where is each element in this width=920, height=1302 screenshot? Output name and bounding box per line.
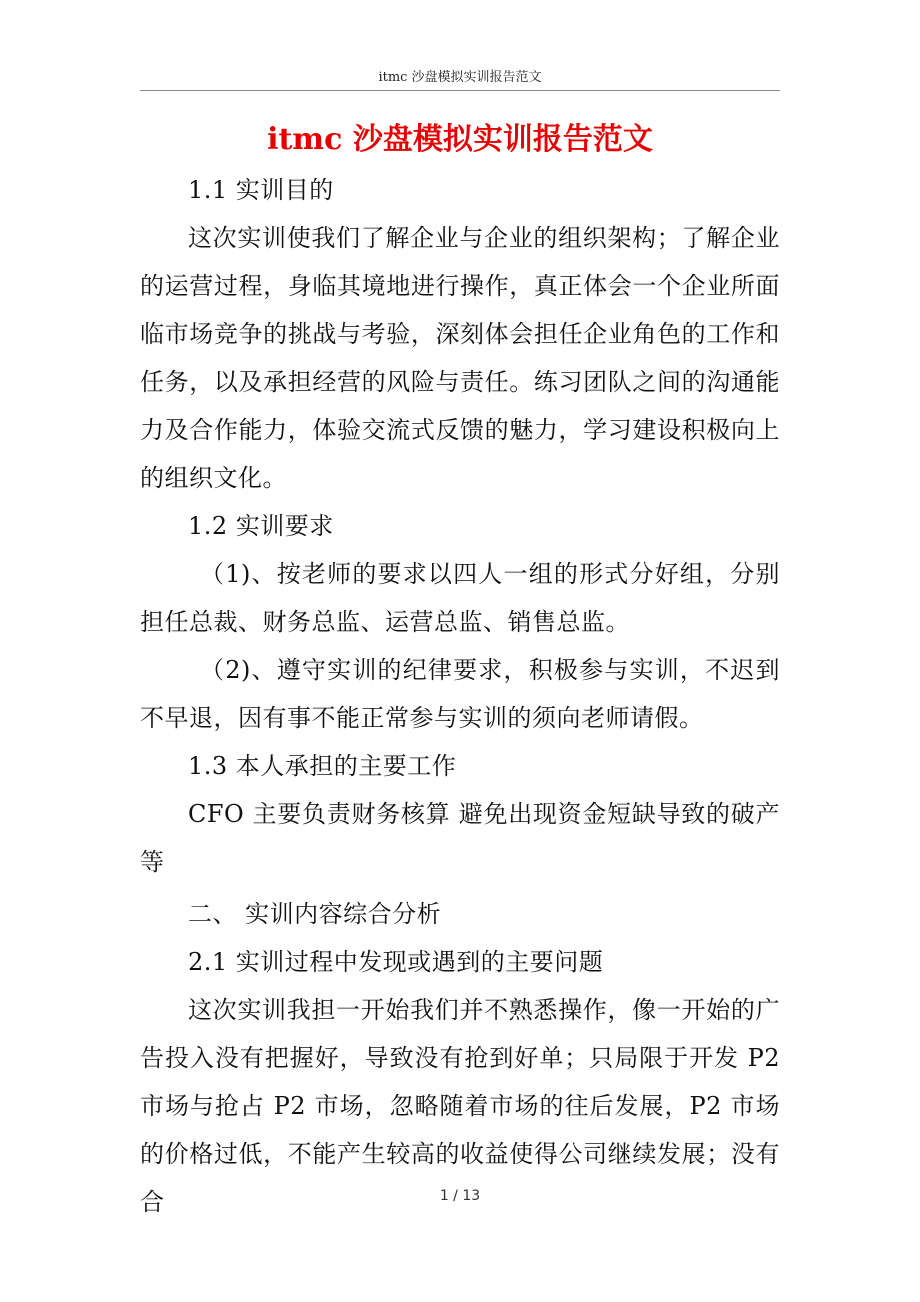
section-heading-1-3: 1.3 本人承担的主要工作 (188, 752, 457, 780)
section-heading-1-2: 1.2 实训要求 (188, 512, 334, 540)
document-title: itmc 沙盘模拟实训报告范文 (267, 122, 653, 157)
page-number: 1 / 13 (439, 1188, 481, 1204)
requirement-item-1: （1)、按老师的要求以四人一组的形式分好组，分别担任总裁、财务总监、运营总监、销售总监。 (140, 560, 780, 636)
paragraph-main-work: CFO 主要负责财务核算 避免出现资金短缺导致的破产等 (140, 800, 780, 876)
section-heading-2-1: 2.1 实训过程中发现或遇到的主要问题 (188, 948, 604, 976)
paragraph-main-problems: 这次实训我担一开始我们并不熟悉操作，像一开始的广告投入没有把握好，导致没有抢到好单；只局限于开发 P2 市场与抢占 P2 市场，忽略随着市场的往后发展，P2 市场的价格过低，不能产生较高的收益使得公司继续发展；没有合 (140, 996, 780, 1216)
document-body (140, 166, 780, 1226)
requirement-item-2: （2)、遵守实训的纪律要求，积极参与实训，不迟到不早退，因有事不能正常参与实训的须向老师请假。 (140, 656, 780, 732)
header-divider (140, 90, 780, 91)
paragraph-training-purpose: 这次实训使我们了解企业与企业的组织架构；了解企业的运营过程，身临其境地进行操作，真正体会一个企业所面临市场竞争的挑战与考验，深刻体会担任企业角色的工作和任务，以及承担经营的风险与责任。练习团队之间的沟通能力及合作能力，体验交流式反馈的魅力，学习建设积极向上的组织文化。 (140, 224, 780, 492)
section-heading-2: 二、 实训内容综合分析 (188, 900, 442, 928)
running-header: itmc 沙盘模拟实训报告范文 (378, 70, 542, 85)
section-heading-1-1: 1.1 实训目的 (188, 176, 334, 204)
